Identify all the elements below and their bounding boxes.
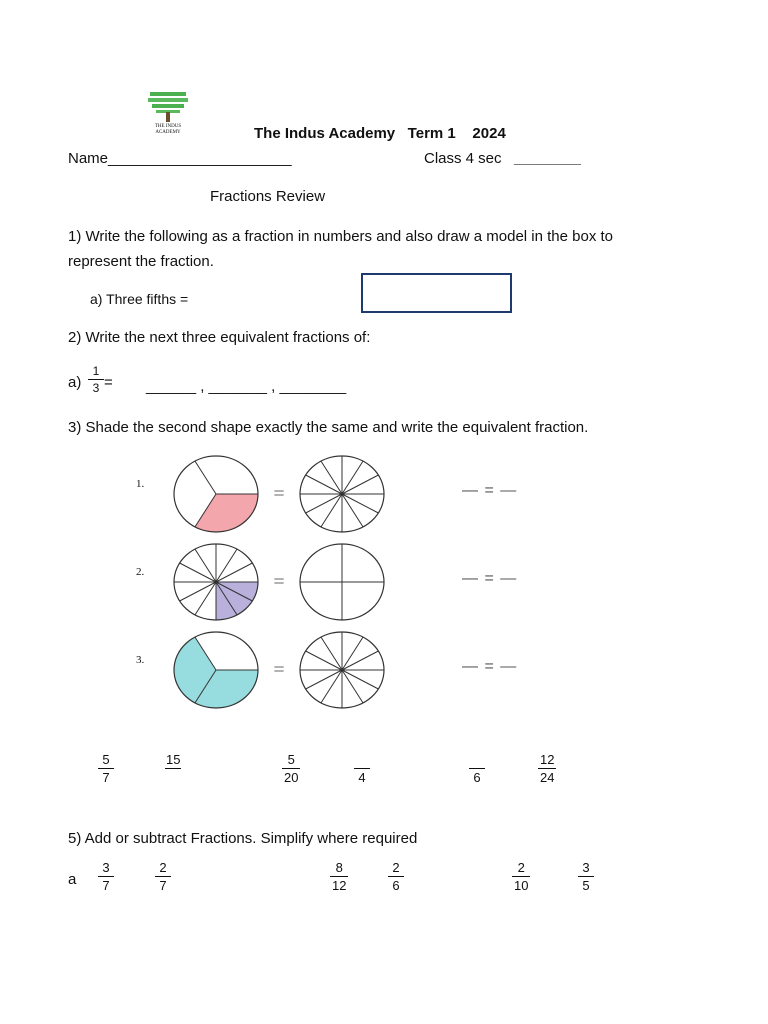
- equivalent-fraction-blank[interactable]: — = —: [462, 482, 518, 499]
- fraction-numerator[interactable]: [475, 752, 479, 768]
- shape-row-label: 1.: [136, 478, 145, 490]
- fraction: [538, 752, 556, 785]
- fraction: [98, 752, 114, 785]
- fraction-numerator: 2: [159, 860, 167, 875]
- fraction-denominator[interactable]: [165, 768, 181, 785]
- fraction-numerator: 12: [540, 752, 555, 767]
- fraction-denominator: 6: [469, 768, 485, 785]
- q2-prompt: 2) Write the next three equivalent fractions of:: [68, 329, 371, 346]
- division-line: [180, 582, 216, 601]
- division-line: [306, 494, 342, 513]
- division-line: [306, 475, 342, 494]
- class-field[interactable]: [424, 150, 581, 167]
- fraction-denominator: 6: [388, 876, 404, 893]
- fraction-denominator: 4: [354, 768, 370, 785]
- q2-fraction: [88, 364, 104, 395]
- blank-model-circle[interactable]: [300, 456, 384, 532]
- fraction: [354, 752, 370, 785]
- shaded-model-circle[interactable]: [174, 544, 258, 620]
- division-line: [342, 494, 378, 513]
- fraction-denominator: 7: [98, 768, 114, 785]
- fraction: [512, 860, 530, 893]
- equivalent-fraction-blank[interactable]: — = —: [462, 658, 518, 675]
- class-blank[interactable]: ________: [514, 150, 581, 167]
- q3-prompt: 3) Shade the second shape exactly the same and write the equivalent fraction.: [68, 419, 589, 436]
- shape-pair: [170, 452, 410, 536]
- equals-sign: =: [273, 571, 285, 593]
- shape-row-label: 2.: [136, 566, 145, 578]
- division-line: [306, 651, 342, 670]
- logo-text: THE INDUS ACADEMY: [154, 124, 182, 135]
- fraction: [578, 860, 594, 893]
- tree-logo-icon: [146, 90, 190, 126]
- shape-pair: [170, 540, 410, 624]
- fraction-numerator[interactable]: [360, 752, 364, 768]
- fraction-denominator: 5: [578, 876, 594, 893]
- model-answer-box[interactable]: [361, 273, 512, 313]
- fraction-denominator: 7: [98, 876, 114, 893]
- fraction-numerator: 1: [92, 364, 100, 378]
- fraction-numerator: 3: [582, 860, 590, 875]
- year-label: 2024: [472, 125, 506, 142]
- school-name: The Indus Academy: [254, 125, 396, 142]
- fraction-numerator: 8: [335, 860, 343, 875]
- fraction: [469, 752, 485, 785]
- fraction: [330, 860, 348, 893]
- division-line: [342, 651, 378, 670]
- division-line: [342, 475, 378, 494]
- fraction-denominator: 10: [514, 878, 529, 893]
- q1-line2: represent the fraction.: [68, 253, 214, 270]
- q5-part-label: a: [68, 871, 77, 888]
- division-line: [216, 563, 252, 582]
- blank-model-circle[interactable]: [300, 544, 384, 620]
- q2-equals: =: [104, 374, 113, 391]
- fraction-numerator: 5: [102, 752, 110, 767]
- fraction: [388, 860, 404, 893]
- shaded-model-circle[interactable]: [174, 456, 258, 532]
- fraction-numerator: 3: [102, 860, 110, 875]
- q1-part-a: a) Three fifths =: [90, 291, 189, 307]
- term-label: Term 1: [407, 125, 456, 142]
- fraction-numerator: 15: [166, 752, 181, 767]
- fraction-denominator: 3: [88, 379, 104, 395]
- fraction: [98, 860, 114, 893]
- blank-model-circle[interactable]: [300, 632, 384, 708]
- fraction-denominator: 24: [540, 770, 555, 785]
- fraction-denominator: 20: [284, 770, 299, 785]
- fraction-numerator: 2: [392, 860, 400, 875]
- page-title: Fractions Review: [210, 188, 326, 205]
- q2-part-label: a): [68, 374, 82, 391]
- name-field[interactable]: Name______________________: [68, 150, 292, 167]
- division-line: [342, 670, 378, 689]
- class-label: Class 4 sec: [424, 150, 502, 167]
- equals-sign: =: [273, 659, 285, 681]
- q2-answer-blanks[interactable]: ______ , _______ , ________: [146, 378, 347, 395]
- q5-prompt: 5) Add or subtract Fractions. Simplify where required: [68, 830, 418, 847]
- fraction-numerator: 2: [517, 860, 525, 875]
- equivalent-fraction-blank[interactable]: — = —: [462, 570, 518, 587]
- school-logo: [146, 90, 190, 140]
- fraction: [164, 752, 182, 785]
- equals-sign: =: [273, 483, 285, 505]
- division-line: [180, 563, 216, 582]
- shape-pair: [170, 628, 410, 712]
- fraction-denominator: 7: [155, 876, 171, 893]
- shape-row-label: 3.: [136, 654, 145, 666]
- fraction: [155, 860, 171, 893]
- division-line: [306, 670, 342, 689]
- fraction: [282, 752, 300, 785]
- division-line: [195, 461, 216, 494]
- fraction-numerator: 5: [287, 752, 295, 767]
- shaded-model-circle[interactable]: [174, 632, 258, 708]
- q1-line1: 1) Write the following as a fraction in numbers and also draw a model in the box to: [68, 228, 614, 245]
- fraction-denominator: 12: [332, 878, 347, 893]
- worksheet-header: [254, 125, 506, 142]
